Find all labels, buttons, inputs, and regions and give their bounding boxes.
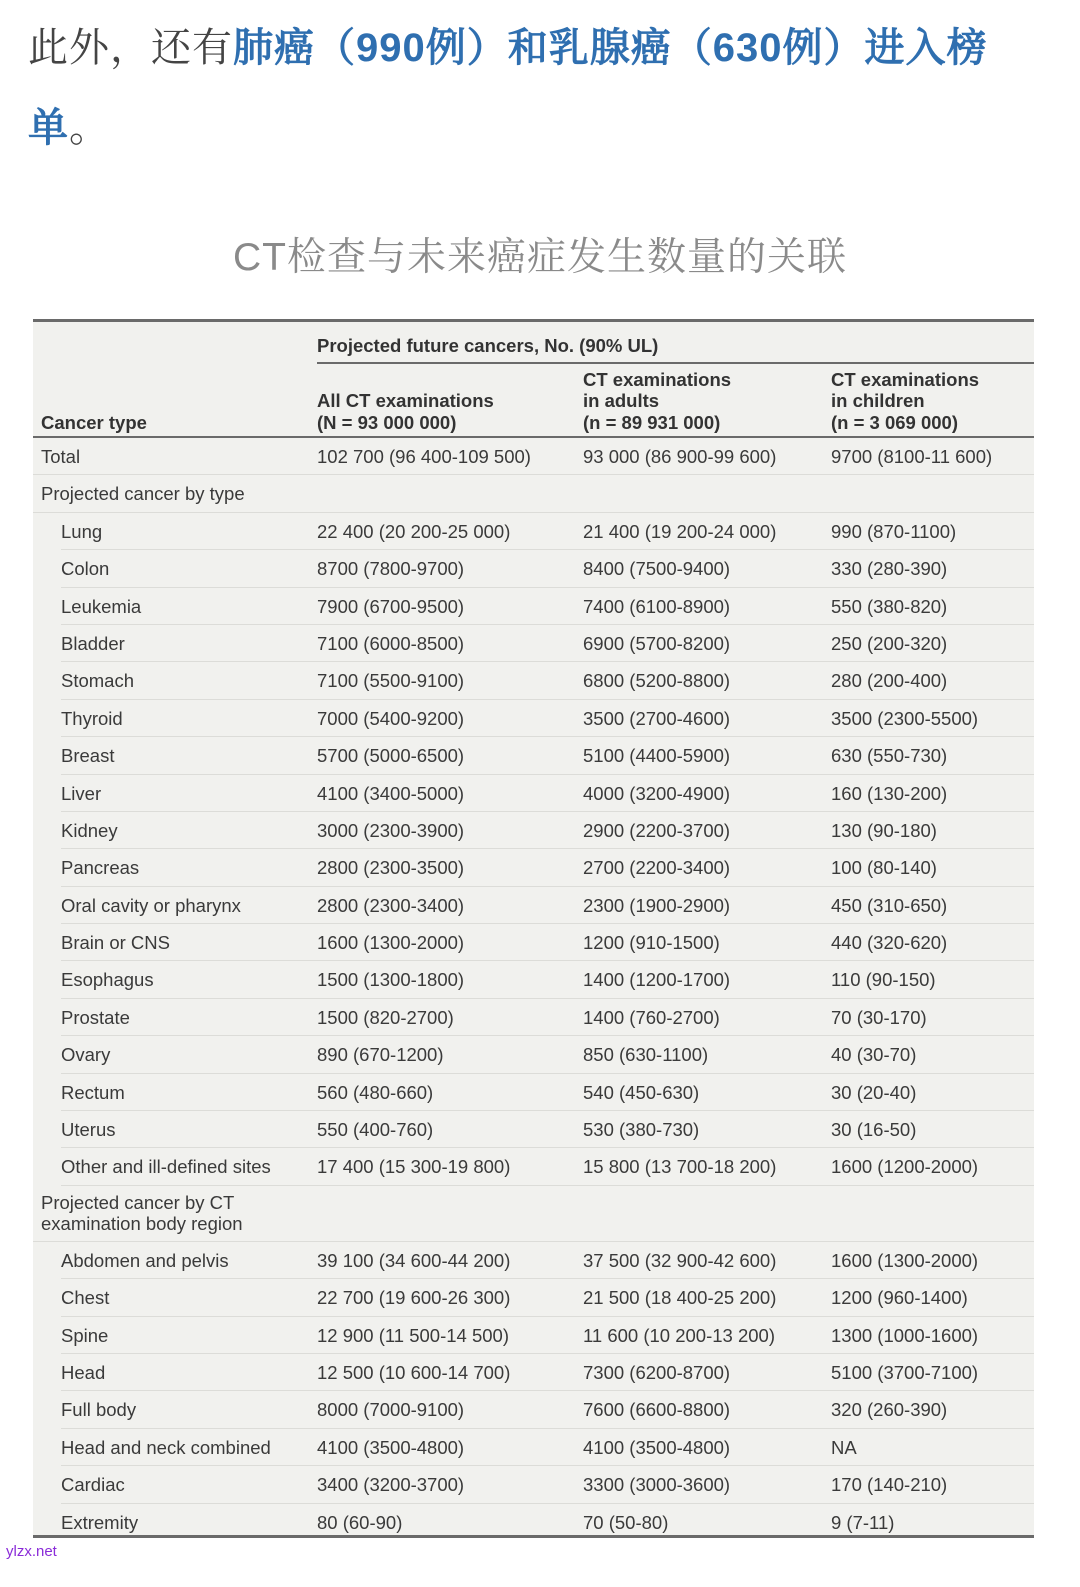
table-row [33, 1466, 1034, 1503]
intro-lung-highlight: 肺癌（990例） [233, 26, 508, 70]
header-adults [583, 369, 731, 434]
cell-all: 8000 (7000-9100) [317, 1399, 465, 1421]
row-label: Liver [61, 782, 102, 804]
table-caption: CT检查与未来癌症发生数量的关联 [233, 236, 847, 279]
row-label: Colon [61, 558, 110, 580]
cell-all: 7100 (6000-8500) [317, 632, 465, 654]
row-label: Bladder [61, 632, 125, 654]
cell-adults: 3300 (3000-3600) [583, 1474, 731, 1496]
cell-adults: 11 600 (10 200-13 200) [583, 1324, 776, 1346]
table-header [33, 322, 1034, 438]
cell-all: 5700 (5000-6500) [317, 745, 465, 767]
table-row [33, 513, 1034, 550]
cell-children: 3500 (2300-5500) [831, 707, 979, 729]
cell-adults: 6900 (5700-8200) [583, 632, 731, 654]
cell-children: 1300 (1000-1600) [831, 1324, 979, 1346]
table-row [33, 924, 1034, 961]
table-row [33, 849, 1034, 886]
cell-adults: 8400 (7500-9400) [583, 558, 731, 580]
cell-children: 40 (30-70) [831, 1044, 917, 1066]
watermark: ylzx.net [6, 1543, 57, 1560]
cell-adults: 1400 (760-2700) [583, 1006, 720, 1028]
cell-children: 30 (20-40) [831, 1081, 917, 1103]
table-row [33, 1242, 1034, 1279]
cell-all: 17 400 (15 300-19 800) [317, 1156, 511, 1178]
cell-adults: 5100 (4400-5900) [583, 745, 731, 767]
table-row [33, 1317, 1034, 1354]
table-row [33, 737, 1034, 774]
cell-children: 320 (260-390) [831, 1399, 948, 1421]
cell-all: 560 (480-660) [317, 1081, 434, 1103]
cell-children: 110 (90-150) [831, 969, 936, 991]
cell-all: 2800 (2300-3400) [317, 894, 465, 916]
table-row [33, 700, 1034, 737]
row-label: Breast [61, 745, 115, 767]
cell-children: 330 (280-390) [831, 558, 948, 580]
cell-adults: 70 (50-80) [583, 1511, 669, 1533]
cell-children: 1600 (1200-2000) [831, 1156, 979, 1178]
row-label: Spine [61, 1324, 109, 1346]
cell-children: 630 (550-730) [831, 745, 948, 767]
table-row [33, 1429, 1034, 1466]
cell-children: 1600 (1300-2000) [831, 1249, 979, 1271]
table-row [33, 1148, 1034, 1185]
table-row [33, 550, 1034, 587]
table-row [33, 1391, 1034, 1428]
cell-children: 9 (7-11) [831, 1511, 895, 1533]
row-label: Pancreas [61, 857, 140, 879]
cell-adults: 21 500 (18 400-25 200) [583, 1287, 777, 1309]
header-line: CT examinations [583, 368, 732, 390]
table-row [33, 999, 1034, 1036]
section-by-type [33, 475, 1034, 512]
cell-adults: 2300 (1900-2900) [583, 894, 731, 916]
table-row [33, 1504, 1034, 1541]
cell-all: 1600 (1300-2000) [317, 932, 465, 954]
cell-adults: 21 400 (19 200-24 000) [583, 520, 777, 542]
section-label: Projected cancer by CT examination body region [41, 1191, 243, 1234]
cell-children: 450 (310-650) [831, 894, 948, 916]
row-label: Esophagus [61, 969, 154, 991]
header-line: All CT examinations [317, 390, 494, 411]
intro-prefix: 此外，还有 [28, 26, 233, 70]
row-label: Lung [61, 520, 103, 542]
row-label: Leukemia [61, 595, 142, 617]
intro-suffix: 。 [69, 106, 110, 150]
cell-all: 550 (400-760) [317, 1119, 434, 1141]
cell-adults: 7300 (6200-8700) [583, 1361, 731, 1383]
table-row-total [33, 438, 1034, 475]
cell-children: 9700 (8100-11 600) [831, 446, 993, 467]
cell-all: 1500 (820-2700) [317, 1006, 454, 1028]
cell-children: 5100 (3700-7100) [831, 1361, 979, 1383]
cell-children: 30 (16-50) [831, 1119, 917, 1141]
row-label: Prostate [61, 1006, 130, 1028]
row-label: Ovary [61, 1044, 111, 1066]
row-label: Rectum [61, 1081, 125, 1103]
cell-all: 12 900 (11 500-14 500) [317, 1324, 510, 1346]
header-line: (n = 89 931 000) [583, 411, 721, 433]
cell-all: 1500 (1300-1800) [317, 969, 465, 991]
row-label: Thyroid [61, 707, 123, 729]
table-row [33, 812, 1034, 849]
cell-adults: 2700 (2200-3400) [583, 857, 731, 879]
header-all-ct [317, 390, 494, 433]
cell-adults: 2900 (2200-3700) [583, 819, 731, 841]
cell-children: 250 (200-320) [831, 632, 948, 654]
intro-paragraph [28, 8, 1058, 168]
section-label: Projected cancer by type [41, 483, 245, 505]
cell-children: 70 (30-170) [831, 1006, 927, 1028]
cell-all: 80 (60-90) [317, 1511, 403, 1533]
row-label: Full body [61, 1399, 137, 1421]
cell-adults: 1200 (910-1500) [583, 932, 720, 954]
table-row [33, 1074, 1034, 1111]
cell-adults: 3500 (2700-4600) [583, 707, 731, 729]
cell-adults: 540 (450-630) [583, 1081, 700, 1103]
cell-children: 550 (380-820) [831, 595, 948, 617]
cell-all: 7900 (6700-9500) [317, 595, 465, 617]
cell-adults: 1400 (1200-1700) [583, 969, 731, 991]
table-row [33, 1111, 1034, 1148]
row-label: Abdomen and pelvis [61, 1249, 229, 1271]
row-label: Total [41, 446, 81, 467]
header-line: CT examinations [831, 368, 980, 390]
cell-all: 7000 (5400-9200) [317, 707, 465, 729]
table-row [33, 775, 1034, 812]
header-line: in children [831, 390, 925, 411]
row-label: Extremity [61, 1511, 139, 1533]
cell-all: 22 400 (20 200-25 000) [317, 520, 511, 542]
table-row [33, 1279, 1034, 1316]
cell-children: 160 (130-200) [831, 782, 948, 804]
cell-children: 990 (870-1100) [831, 520, 957, 542]
header-line: (N = 93 000 000) [317, 411, 457, 433]
cell-all: 12 500 (10 600-14 700) [317, 1361, 511, 1383]
cell-all: 890 (670-1200) [317, 1044, 444, 1066]
row-label: Oral cavity or pharynx [61, 894, 241, 916]
header-line: Cancer type [41, 411, 147, 433]
table-row [33, 588, 1034, 625]
cell-adults: 15 800 (13 700-18 200) [583, 1156, 777, 1178]
cell-adults: 7400 (6100-8900) [583, 595, 731, 617]
cell-all: 39 100 (34 600-44 200) [317, 1249, 511, 1271]
header-line: in adults [583, 390, 660, 411]
row-label: Cardiac [61, 1474, 125, 1496]
table-row [33, 625, 1034, 662]
row-label: Head [61, 1361, 106, 1383]
cell-children: 100 (80-140) [831, 857, 937, 879]
header-spanner [317, 332, 1034, 364]
row-label: Head and neck combined [61, 1436, 271, 1458]
cell-all: 102 700 (96 400-109 500) [317, 446, 531, 467]
cell-all: 2800 (2300-3500) [317, 857, 465, 879]
intro-breast-highlight: 乳腺癌（630例）进入榜单 [28, 26, 988, 150]
header-children [831, 369, 979, 434]
cell-adults: 6800 (5200-8800) [583, 670, 731, 692]
header-line: (n = 3 069 000) [831, 411, 959, 433]
cell-children: 1200 (960-1400) [831, 1287, 968, 1309]
cell-adults: 850 (630-1100) [583, 1044, 709, 1066]
cell-all: 3400 (3200-3700) [317, 1474, 465, 1496]
cell-children: NA [831, 1436, 857, 1458]
cell-all: 22 700 (19 600-26 300) [317, 1287, 511, 1309]
row-label: Stomach [61, 670, 135, 692]
cell-all: 7100 (5500-9100) [317, 670, 465, 692]
cell-adults: 530 (380-730) [583, 1119, 700, 1141]
cell-children: 130 (90-180) [831, 819, 937, 841]
cell-all: 8700 (7800-9700) [317, 558, 465, 580]
cell-all: 4100 (3400-5000) [317, 782, 465, 804]
row-label: Uterus [61, 1119, 116, 1141]
row-label: Other and ill-defined sites [61, 1156, 271, 1178]
cell-children: 440 (320-620) [831, 932, 948, 954]
cell-children: 170 (140-210) [831, 1474, 948, 1496]
cell-all: 4100 (3500-4800) [317, 1436, 465, 1458]
section-by-region [33, 1186, 1034, 1242]
cell-adults: 4000 (3200-4900) [583, 782, 731, 804]
table-row [33, 1354, 1034, 1391]
row-label: Chest [61, 1287, 110, 1309]
cell-adults: 7600 (6600-8800) [583, 1399, 731, 1421]
cell-all: 3000 (2300-3900) [317, 819, 465, 841]
table-row [33, 887, 1034, 924]
cell-adults: 93 000 (86 900-99 600) [583, 446, 777, 467]
cell-children: 280 (200-400) [831, 670, 948, 692]
by-region-rows [33, 1242, 1034, 1541]
cell-adults: 4100 (3500-4800) [583, 1436, 731, 1458]
table-row [33, 662, 1034, 699]
row-label: Kidney [61, 819, 118, 841]
row-label: Brain or CNS [61, 932, 170, 954]
table-row [33, 1036, 1034, 1073]
spanner-label: Projected future cancers, No. (90% UL) [317, 335, 659, 356]
intro-connector: 和 [507, 26, 549, 70]
cancer-projection-table [33, 319, 1034, 1538]
cell-adults: 37 500 (32 900-42 600) [583, 1249, 777, 1271]
by-type-rows [33, 513, 1034, 1186]
header-cancer-type [41, 412, 147, 434]
table-row [33, 961, 1034, 998]
